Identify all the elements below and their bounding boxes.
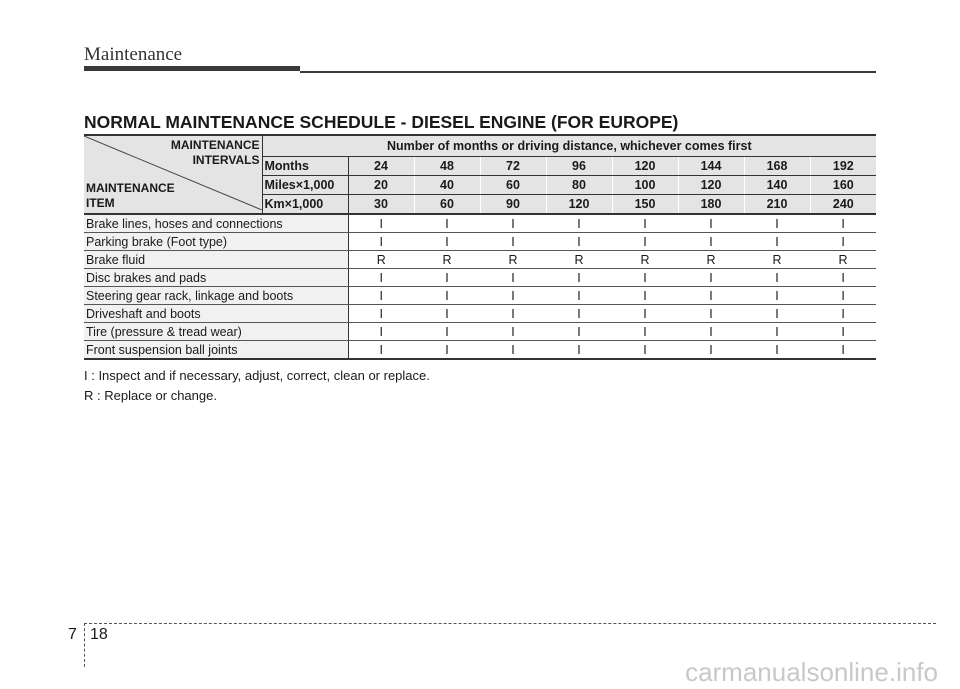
interval-span-header: Number of months or driving distance, whichever comes first (262, 135, 876, 157)
interval-label: Miles×1,000 (262, 176, 348, 195)
maintenance-item-name: Parking brake (Foot type) (84, 233, 348, 251)
interval-value: 144 (678, 157, 744, 176)
table-row (84, 269, 876, 287)
corner-intervals-label: MAINTENANCE INTERVALS (170, 138, 260, 167)
watermark-text: carmanualsonline.info (685, 657, 938, 687)
schedule-cell: I (480, 341, 546, 360)
schedule-cell: I (546, 305, 612, 323)
schedule-cell: I (612, 323, 678, 341)
schedule-cell: I (744, 233, 810, 251)
schedule-cell: I (612, 287, 678, 305)
interval-value: 60 (414, 195, 480, 215)
interval-value: 90 (480, 195, 546, 215)
schedule-cell: I (678, 341, 744, 360)
interval-value: 180 (678, 195, 744, 215)
schedule-cell: I (744, 341, 810, 360)
interval-value: 80 (546, 176, 612, 195)
table-row (84, 251, 876, 269)
schedule-cell: I (414, 233, 480, 251)
schedule-cell: I (480, 305, 546, 323)
schedule-cell: I (678, 323, 744, 341)
schedule-cell: I (546, 341, 612, 360)
table-row (84, 323, 876, 341)
schedule-cell: I (678, 305, 744, 323)
schedule-cell: I (480, 269, 546, 287)
maintenance-item-name: Brake fluid (84, 251, 348, 269)
schedule-cell: I (348, 287, 414, 305)
maintenance-item-name: Steering gear rack, linkage and boots (84, 287, 348, 305)
schedule-cell: I (348, 269, 414, 287)
interval-value: 120 (546, 195, 612, 215)
schedule-cell: I (810, 323, 876, 341)
schedule-cell: R (546, 251, 612, 269)
schedule-cell: I (546, 214, 612, 233)
schedule-cell: I (810, 233, 876, 251)
page-number: 18 (90, 626, 108, 643)
section-title: Maintenance (84, 44, 183, 65)
schedule-cell: I (546, 233, 612, 251)
schedule-cell: I (414, 305, 480, 323)
schedule-cell: I (546, 323, 612, 341)
maintenance-schedule-table (84, 134, 876, 360)
interval-value: 48 (414, 157, 480, 176)
schedule-cell: R (414, 251, 480, 269)
interval-value: 40 (414, 176, 480, 195)
schedule-cell: R (744, 251, 810, 269)
chapter-number: 7 (68, 626, 77, 643)
interval-label: Months (262, 157, 348, 176)
table-row (84, 341, 876, 360)
interval-value: 160 (810, 176, 876, 195)
schedule-cell: I (810, 287, 876, 305)
corner-item-label: MAINTENANCE ITEM (86, 181, 175, 210)
schedule-cell: I (744, 214, 810, 233)
interval-value: 120 (678, 176, 744, 195)
schedule-cell: I (480, 214, 546, 233)
schedule-cell: I (348, 233, 414, 251)
interval-value: 168 (744, 157, 810, 176)
header-rule-thick (84, 66, 300, 71)
schedule-cell: I (678, 269, 744, 287)
schedule-cell: I (678, 233, 744, 251)
schedule-cell: I (810, 305, 876, 323)
schedule-cell: I (612, 305, 678, 323)
interval-value: 140 (744, 176, 810, 195)
interval-value: 210 (744, 195, 810, 215)
schedule-cell: I (612, 269, 678, 287)
interval-label: Km×1,000 (262, 195, 348, 215)
schedule-cell: I (744, 323, 810, 341)
schedule-cell: I (810, 341, 876, 360)
maintenance-item-name: Tire (pressure & tread wear) (84, 323, 348, 341)
schedule-cell: I (612, 214, 678, 233)
interval-value: 192 (810, 157, 876, 176)
schedule-cell: R (678, 251, 744, 269)
schedule-heading: NORMAL MAINTENANCE SCHEDULE - DIESEL ENGINE (FOR EUROPE) (84, 112, 679, 132)
schedule-cell: I (546, 269, 612, 287)
interval-value: 24 (348, 157, 414, 176)
interval-value: 20 (348, 176, 414, 195)
schedule-cell: R (810, 251, 876, 269)
schedule-cell: I (414, 341, 480, 360)
legend-replace: R : Replace or change. (84, 388, 217, 403)
table-row (84, 305, 876, 323)
interval-value: 30 (348, 195, 414, 215)
schedule-cell: I (414, 323, 480, 341)
schedule-cell: I (810, 214, 876, 233)
schedule-cell: I (744, 287, 810, 305)
schedule-cell: R (480, 251, 546, 269)
interval-value: 60 (480, 176, 546, 195)
schedule-cell: I (480, 233, 546, 251)
footer-dashed-rule (84, 623, 936, 624)
schedule-cell: I (480, 323, 546, 341)
schedule-cell: R (348, 251, 414, 269)
schedule-cell: I (414, 269, 480, 287)
footer-dashed-divider (84, 623, 85, 667)
schedule-cell: I (414, 214, 480, 233)
table-row (84, 214, 876, 233)
schedule-cell: I (348, 214, 414, 233)
legend-inspect: I : Inspect and if necessary, adjust, correct, clean or replace. (84, 368, 430, 383)
header-rule-thin (300, 71, 876, 73)
schedule-cell: I (348, 341, 414, 360)
schedule-cell: I (612, 233, 678, 251)
maintenance-item-name: Front suspension ball joints (84, 341, 348, 360)
schedule-cell: I (414, 287, 480, 305)
interval-value: 120 (612, 157, 678, 176)
schedule-cell: I (678, 214, 744, 233)
maintenance-item-name: Brake lines, hoses and connections (84, 214, 348, 233)
interval-value: 96 (546, 157, 612, 176)
schedule-cell: I (480, 287, 546, 305)
maintenance-item-name: Disc brakes and pads (84, 269, 348, 287)
schedule-cell: I (348, 305, 414, 323)
schedule-cell: I (810, 269, 876, 287)
schedule-cell: I (744, 269, 810, 287)
table-corner-header (84, 135, 262, 214)
schedule-cell: I (348, 323, 414, 341)
interval-value: 72 (480, 157, 546, 176)
schedule-cell: R (612, 251, 678, 269)
maintenance-item-name: Driveshaft and boots (84, 305, 348, 323)
schedule-cell: I (744, 305, 810, 323)
interval-value: 100 (612, 176, 678, 195)
table-row (84, 233, 876, 251)
schedule-cell: I (678, 287, 744, 305)
schedule-cell: I (612, 341, 678, 360)
table-row (84, 287, 876, 305)
interval-value: 150 (612, 195, 678, 215)
schedule-cell: I (546, 287, 612, 305)
interval-value: 240 (810, 195, 876, 215)
